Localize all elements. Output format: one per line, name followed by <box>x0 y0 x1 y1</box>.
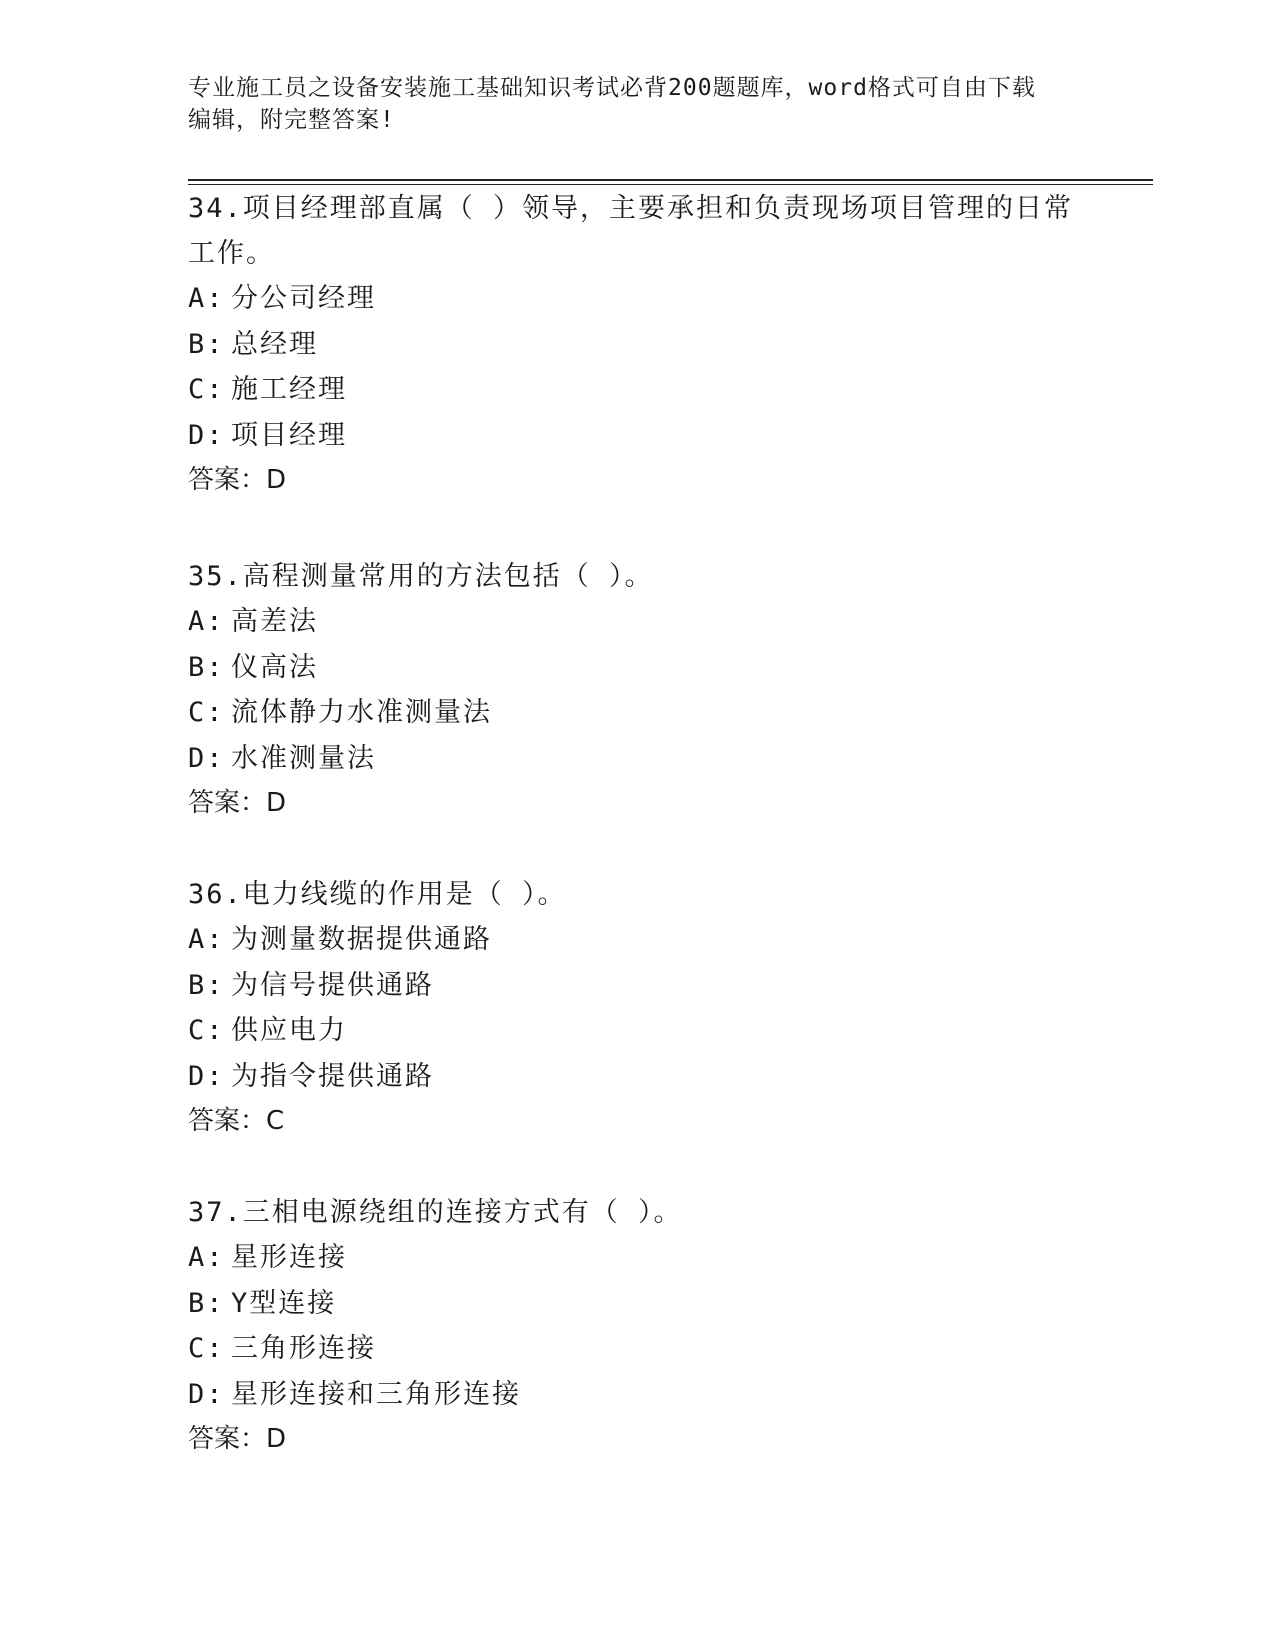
answer: 答案：C <box>188 1106 285 1136</box>
option-c: C: 供应电力 <box>188 1015 347 1046</box>
question-text-line: 37.三相电源绕组的连接方式有（ ）。 <box>188 1197 683 1228</box>
question-text <box>188 186 1088 276</box>
question-35 <box>188 554 1088 827</box>
document-header <box>188 72 1088 136</box>
option-b: B: 总经理 <box>188 328 318 360</box>
question-text <box>188 1190 1088 1235</box>
option-a: A: 高差法 <box>188 606 318 637</box>
option-a: A: 星形连接 <box>188 1242 347 1273</box>
header-rule-thin <box>188 184 1153 185</box>
question-text <box>188 872 1088 917</box>
option-a: A: 为测量数据提供通路 <box>188 924 492 955</box>
option-d: D: 为指令提供通路 <box>188 1060 434 1092</box>
question-37 <box>188 1190 1088 1463</box>
question-34 <box>188 186 1088 504</box>
question-36 <box>188 872 1088 1145</box>
question-text-line: 34.项目经理部直属（ ）领导，主要承担和负责现场项目管理的日常 <box>188 193 1074 224</box>
option-c: C: 施工经理 <box>188 374 347 405</box>
option-b: B: 为信号提供通路 <box>188 969 434 1001</box>
answer: 答案：D <box>188 788 287 818</box>
option-b: B: 仪高法 <box>188 651 318 683</box>
option-a: A: 分公司经理 <box>188 283 376 314</box>
header-rule-thick <box>188 179 1153 181</box>
question-text-line: 36.电力线缆的作用是（ ）。 <box>188 879 567 910</box>
option-b: B: Y型连接 <box>188 1287 337 1319</box>
option-d: D: 项目经理 <box>188 419 347 451</box>
option-c: C: 三角形连接 <box>188 1333 376 1364</box>
option-d: D: 水准测量法 <box>188 742 376 774</box>
option-c: C: 流体静力水准测量法 <box>188 697 492 728</box>
option-d: D: 星形连接和三角形连接 <box>188 1378 521 1410</box>
answer: 答案：D <box>188 1424 287 1454</box>
header-line-2: 编辑，附完整答案! <box>188 107 395 133</box>
question-text-line: 35.高程测量常用的方法包括（ ）。 <box>188 561 654 592</box>
question-text <box>188 554 1088 599</box>
header-line-1: 专业施工员之设备安装施工基础知识考试必背200题题库，word格式可自由下载 <box>188 75 1036 101</box>
answer: 答案：D <box>188 465 287 495</box>
question-text-line: 工作。 <box>188 238 275 269</box>
